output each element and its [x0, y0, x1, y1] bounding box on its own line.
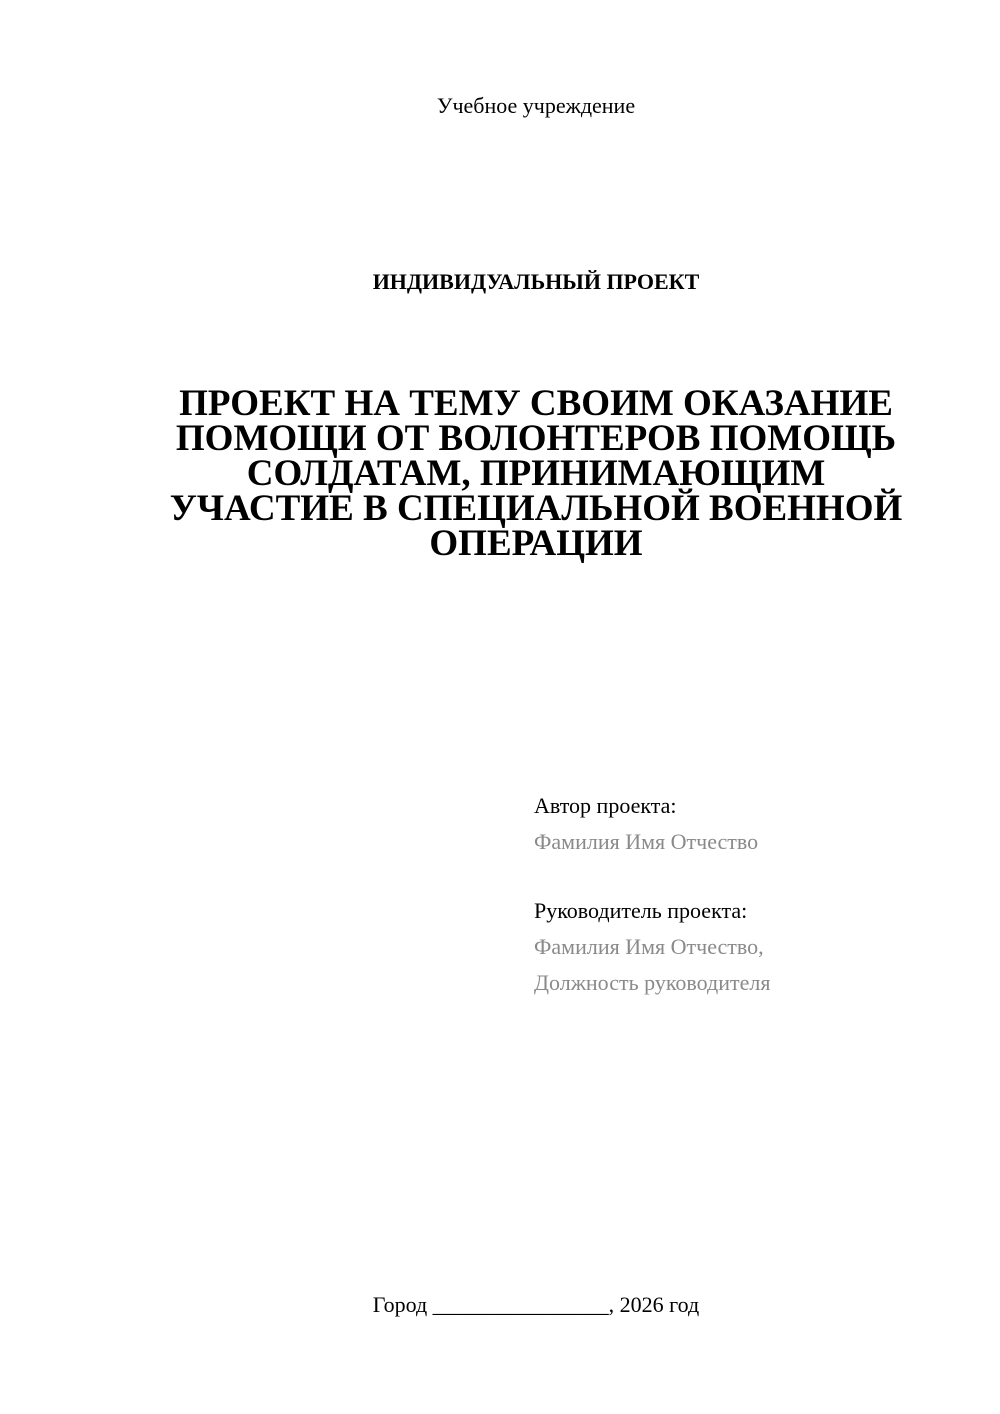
project-title-line: ОПЕРАЦИИ — [429, 523, 643, 564]
city-year-line: Город ________________, 2026 год — [372, 1292, 700, 1317]
supervisor-block — [534, 893, 974, 1001]
author-block — [534, 788, 974, 860]
project-title-line: ПРОЕКТ НА ТЕМУ СВОИМ ОКАЗАНИЕ — [179, 383, 893, 424]
author-name-placeholder: Фамилия Имя Отчество — [534, 829, 759, 854]
supervisor-name-placeholder: Фамилия Имя Отчество, — [534, 934, 764, 959]
project-title-line: ПОМОЩИ ОТ ВОЛОНТЕРОВ ПОМОЩЬ — [175, 418, 897, 459]
document-type: ИНДИВИДУАЛЬНЫЙ ПРОЕКТ — [372, 269, 700, 294]
supervisor-label: Руководитель проекта: — [534, 898, 748, 923]
project-title — [130, 383, 942, 564]
supervisor-position-placeholder: Должность руководителя — [534, 970, 771, 995]
institution-name: Учебное учреждение — [436, 93, 636, 118]
project-title-line: СОЛДАТАМ, ПРИНИМАЮЩИМ — [246, 453, 826, 494]
project-title-line: УЧАСТИЕ В СПЕЦИАЛЬНОЙ ВОЕННОЙ — [169, 488, 903, 529]
author-label: Автор проекта: — [534, 793, 677, 818]
